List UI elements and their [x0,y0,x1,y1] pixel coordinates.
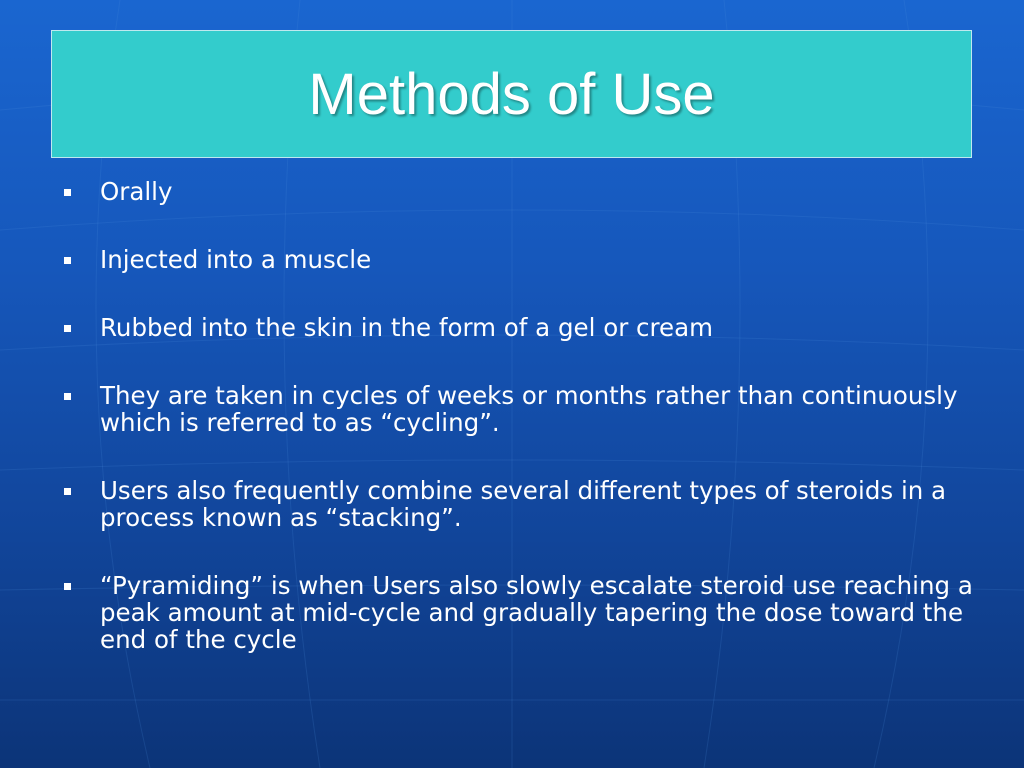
bullet-text: Injected into a muscle [100,245,372,274]
square-bullet-icon [64,325,71,332]
bullet-text: Orally [100,177,173,206]
bullet-item [60,382,980,436]
bullet-item [60,477,980,531]
bullet-text: Rubbed into the skin in the form of a gel or cream [100,313,714,342]
title-box [51,30,972,158]
slide-title: Methods of Use [308,61,715,127]
bullet-text: They are taken in cycles of weeks or months rather than continuously which is referred to as “cycling”. [100,381,958,437]
bullet-item [60,246,980,273]
bullet-item [60,314,980,341]
bullet-item [60,178,980,205]
bullet-text: “Pyramiding” is when Users also slowly escalate steroid use reaching a peak amount at mid-cycle and gradually tapering the dose toward the end of the cycle [100,571,973,654]
square-bullet-icon [64,257,71,264]
square-bullet-icon [64,393,71,400]
bullet-item [60,572,980,653]
bullet-list [60,178,980,694]
square-bullet-icon [64,488,71,495]
square-bullet-icon [64,583,71,590]
bullet-text: Users also frequently combine several different types of steroids in a process known as “stacking”. [100,476,947,532]
square-bullet-icon [64,189,71,196]
